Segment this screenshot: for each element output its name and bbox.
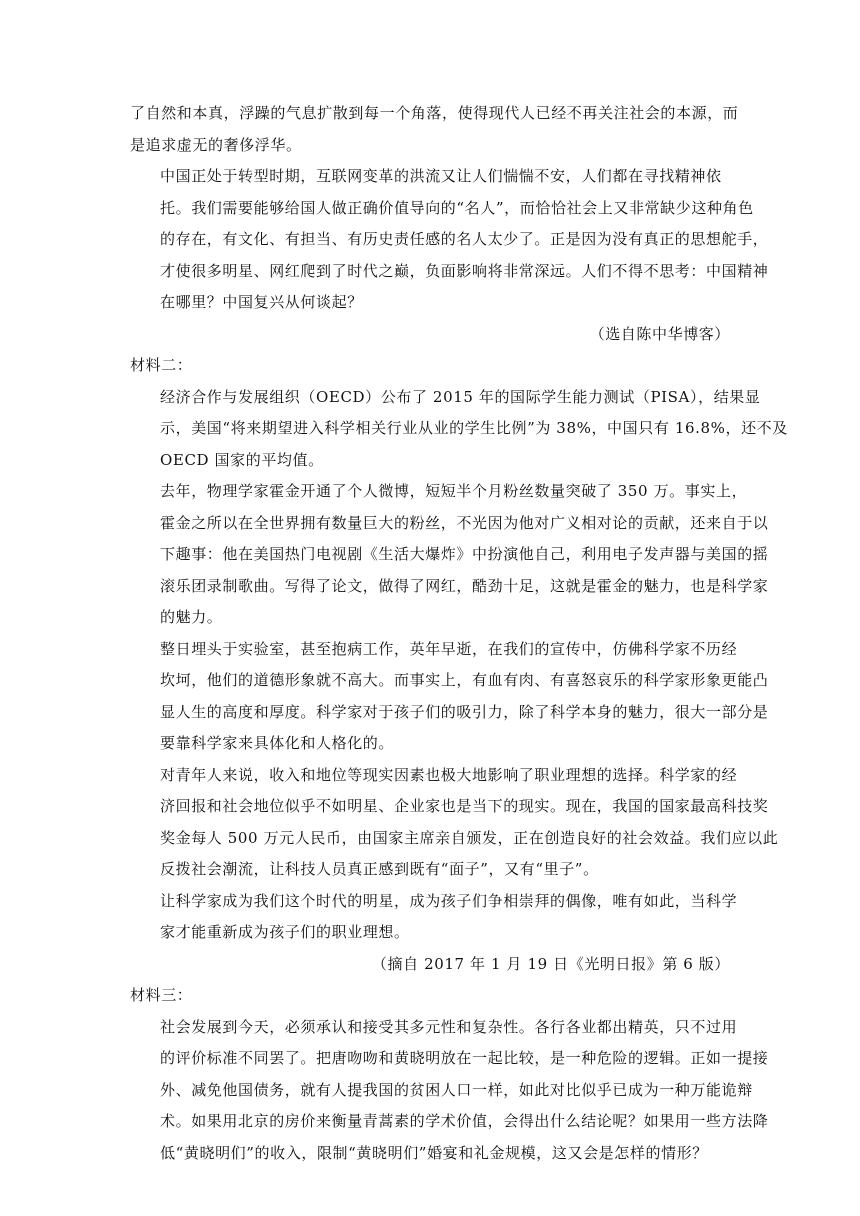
text-line: 反拨社会潮流，让科技人员真正感到既有“面子”，又有“里子”。	[160, 860, 599, 878]
text-line: 家才能重新成为孩子们的职业理想。	[160, 923, 410, 941]
text-line: OECD 国家的平均值。	[160, 450, 324, 469]
text-line: 要靠科学家来具体化和人格化的。	[160, 734, 395, 752]
paragraph	[130, 760, 779, 886]
text-line: 社会发展到今天，必须承认和接受其多元性和复杂性。各行各业都出精英，只不过用	[160, 1017, 738, 1036]
text-line: 去年，物理学家霍金开通了个人微博，短短半个月粉丝数量突破了 350 万。事实上，	[160, 482, 748, 500]
text-line: 示，美国“将来期望进入科学相关行业从业的学生比例”为 38%，中国只有 16.8%，还不及	[160, 419, 788, 437]
paragraph	[130, 1012, 769, 1170]
text-line: 的存在，有文化、有担当、有历史责任感的名人太少了。正是因为没有真正的思想舵手，	[160, 230, 769, 248]
text-line: 在哪里？中国复兴从何谈起？	[160, 293, 363, 311]
text-line: 让科学家成为我们这个时代的明星，成为孩子们争相崇拜的偶像，唯有如此，当科学	[160, 891, 738, 910]
text-line: 整日埋头于实验室，甚至抱病工作，英年早逝，在我们的宣传中，仿佛科学家不历经	[160, 639, 738, 658]
text-line: 济回报和社会地位似乎不如明星、企业家也是当下的现实。现在，我国的国家最高科技奖	[160, 797, 769, 815]
text-line: 对青年人来说，收入和地位等现实因素也极大地影响了职业理想的选择。科学家的经	[160, 765, 738, 784]
text-line: 滚乐团录制歌曲。写得了论文，做得了网红，酷劲十足，这就是霍金的魅力，也是科学家	[160, 576, 769, 595]
text-line: 坎坷，他们的道德形象就不高大。而事实上，有血有肉、有喜怒哀乐的科学家形象更能凸	[160, 671, 769, 689]
paragraph	[130, 886, 738, 949]
text-line: 霍金之所以在全世界拥有数量巨大的粉丝，不光因为他对广义相对论的贡献，还来自于以	[160, 513, 769, 532]
text-line: 下趣事：他在美国热门电视剧《生活大爆炸》中扮演他自己，利用电子发声器与美国的摇	[160, 545, 769, 563]
text-line: 显人生的高度和厚度。科学家对于孩子们的吸引力，除了科学本身的魅力，很大一部分是	[160, 702, 769, 721]
text-line: 奖金每人 500 万元人民币，由国家主席亲自颁发，正在创造良好的社会效益。我们应以此	[160, 828, 779, 847]
document-body	[130, 98, 788, 1169]
paragraph	[130, 98, 739, 161]
text-line: 经济合作与发展组织（OECD）公布了 2015 年的国际学生能力测试（PISA），结果显	[160, 387, 761, 406]
text-line: 外、减免他国债务，就有人提我国的贫困人口一样，如此对比似乎已成为一种万能诡辩	[160, 1080, 753, 1099]
text-line: 才使很多明星、网红爬到了时代之巅，负面影响将非常深远。人们不得不思考：中国精神	[160, 261, 769, 280]
section-heading: 材料三：	[130, 986, 193, 1004]
text-line: 术。如果用北京的房价来衡量青蒿素的学术价值，会得出什么结论呢？如果用一些方法降	[160, 1112, 769, 1130]
text-line: 中国正处于转型时期，互联网变革的洪流又让人们惴惴不安，人们都在寻找精神依	[160, 167, 722, 185]
text-line: 的魅力。	[160, 608, 223, 626]
paragraph	[130, 161, 769, 319]
text-line: 了自然和本真，浮躁的气息扩散到每一个角落，使得现代人已经不再关注社会的本源，而	[130, 104, 739, 122]
paragraph	[130, 476, 769, 634]
text-line: 托。我们需要能够给国人做正确价值导向的“名人”，而恰恰社会上又非常缺少这种角色	[160, 198, 754, 217]
paragraph	[130, 382, 788, 477]
text-line: 低“黄晓明们”的收入，限制“黄晓明们”婚宴和礼金规模，这又会是怎样的情形？	[160, 1143, 708, 1162]
section-heading: 材料二：	[130, 356, 193, 374]
text-line: 是追求虚无的奢侈浮华。	[130, 135, 302, 154]
source-citation: （选自陈中华博客）	[589, 324, 730, 343]
text-line: 的评价标准不同罢了。把唐吻吻和黄晓明放在一起比较，是一种危险的逻辑。正如一提接	[160, 1049, 769, 1067]
source-citation: （摘自 2017 年 1 月 19 日《光明日报》第 6 版）	[371, 954, 730, 973]
paragraph	[130, 634, 769, 760]
